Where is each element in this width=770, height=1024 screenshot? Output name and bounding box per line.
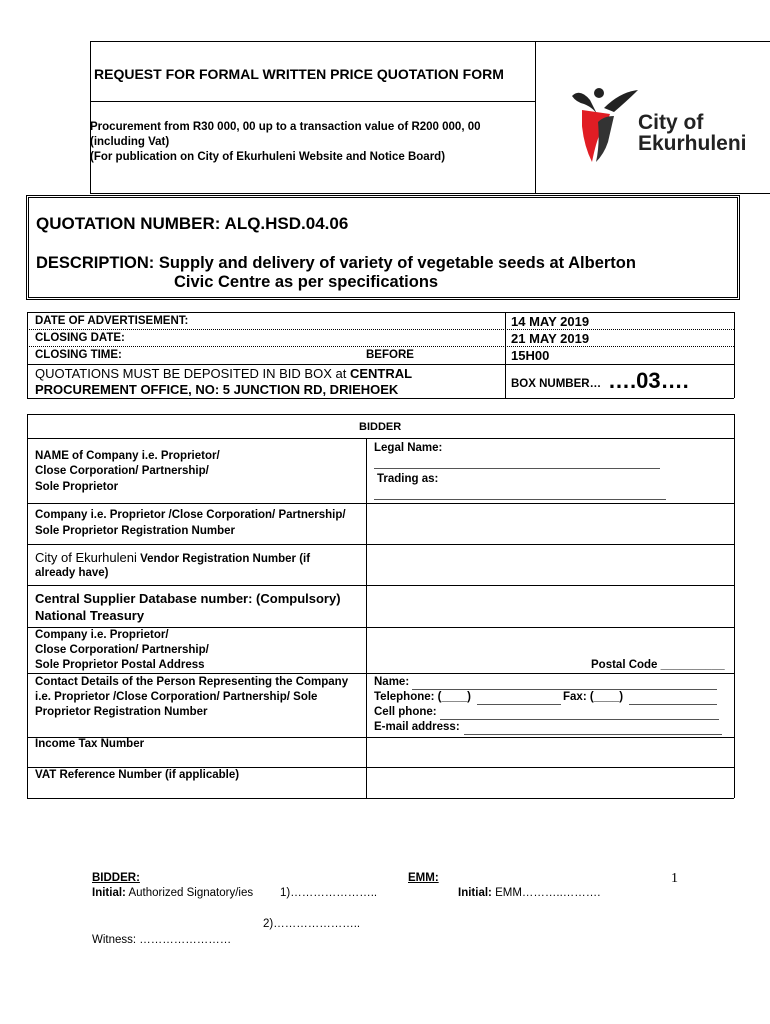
publication-line: (For publication on City of Ekurhuleni Website and Notice Board) xyxy=(90,151,446,163)
registration-label-2: Sole Proprietor Registration Number xyxy=(35,525,236,537)
email-field[interactable] xyxy=(464,734,722,735)
trading-as-field[interactable] xyxy=(374,499,666,500)
deposit-address: PROCUREMENT OFFICE, NO: 5 JUNCTION RD, DRIEHOEK xyxy=(35,382,399,397)
postal-label-3: Sole Proprietor Postal Address xyxy=(35,659,205,671)
page-number: 1 xyxy=(671,871,678,886)
closing-time-value: 15H00 xyxy=(511,348,550,363)
including-vat-line: (including Vat) xyxy=(90,136,170,148)
contact-label-1: Contact Details of the Person Representing the Company xyxy=(35,676,349,688)
vendor-label-1 xyxy=(35,550,310,565)
cell-phone-field[interactable] xyxy=(440,719,719,720)
legal-name-label: Legal Name: xyxy=(374,442,443,454)
contact-name-label: Name: xyxy=(374,676,410,688)
footer-bidder-label: BIDDER: xyxy=(92,872,140,884)
csd-label-2: National Treasury xyxy=(35,608,145,623)
box-number-label: BOX NUMBER… xyxy=(511,378,602,390)
footer-emm-label: EMM: xyxy=(408,872,439,884)
contact-label-2: i.e. Proprietor /Close Corporation/ Partnership/ Sole xyxy=(35,691,318,703)
contact-label-3: Proprietor Registration Number xyxy=(35,706,208,718)
registration-label-1: Company i.e. Proprietor /Close Corporation/ Partnership/ xyxy=(35,509,346,521)
vendor-city: City of Ekurhuleni xyxy=(35,550,137,565)
footer-initial xyxy=(92,887,253,899)
logo-text-ekurhuleni: Ekurhuleni xyxy=(638,132,747,155)
emm-initial-value: EMM………..………. xyxy=(495,887,601,899)
before-label: BEFORE xyxy=(366,349,414,361)
telephone-label: Telephone: (____) xyxy=(374,691,471,703)
footer-authorized: Authorized Signatory/ies xyxy=(128,887,254,899)
fax-label: Fax: (____) xyxy=(563,691,624,703)
legal-name-field[interactable] xyxy=(374,468,660,469)
description-line-1: DESCRIPTION: Supply and delivery of variety of vegetable seeds at Alberton xyxy=(36,254,636,272)
signature-2: 2)………………….. xyxy=(263,918,361,930)
closing-date-value: 21 MAY 2019 xyxy=(511,331,590,346)
form-title: REQUEST FOR FORMAL WRITTEN PRICE QUOTATION FORM xyxy=(94,66,504,82)
city-logo xyxy=(568,86,768,166)
company-name-label-3: Sole Proprietor xyxy=(35,481,119,493)
logo-mark-icon xyxy=(568,86,648,166)
csd-label-1: Central Supplier Database number: (Compulsory) xyxy=(35,591,341,606)
vat-reference-label: VAT Reference Number (if applicable) xyxy=(35,769,240,781)
email-label: E-mail address: xyxy=(374,721,460,733)
quotation-number: QUOTATION NUMBER: ALQ.HSD.04.06 xyxy=(36,214,349,233)
advert-date-value: 14 MAY 2019 xyxy=(511,314,590,329)
advert-date-label: DATE OF ADVERTISEMENT: xyxy=(35,315,189,327)
contact-name-field[interactable] xyxy=(412,689,717,690)
emm-initial-label: Initial: xyxy=(458,887,492,899)
postal-code-field[interactable]: Postal Code __________ xyxy=(591,659,725,671)
deposit-text-1: QUOTATIONS MUST BE DEPOSITED IN BID BOX at xyxy=(35,366,350,381)
vendor-rest: Vendor Registration Number (if xyxy=(136,553,311,565)
income-tax-label: Income Tax Number xyxy=(35,738,145,750)
postal-label-2: Close Corporation/ Partnership/ xyxy=(35,644,209,656)
closing-date-label: CLOSING DATE: xyxy=(35,332,125,344)
trading-as-label: Trading as: xyxy=(377,473,439,485)
cell-phone-label: Cell phone: xyxy=(374,706,437,718)
company-name-label-1: NAME of Company i.e. Proprietor/ xyxy=(35,450,220,462)
procurement-line: Procurement from R30 000, 00 up to a transaction value of R200 000, 00 xyxy=(90,121,481,133)
telephone-field[interactable] xyxy=(477,704,561,705)
postal-label-1: Company i.e. Proprietor/ xyxy=(35,629,169,641)
vendor-label-2: already have) xyxy=(35,567,109,579)
witness-line: Witness: …………………… xyxy=(92,934,232,946)
footer-initial-label: Initial: xyxy=(92,887,126,899)
deposit-instruction xyxy=(35,366,412,381)
logo-text-city-of: City of xyxy=(638,111,704,134)
box-number-value: ….03…. xyxy=(608,368,689,393)
bidder-heading: BIDDER xyxy=(359,421,402,433)
footer-emm-initial xyxy=(458,887,601,899)
fax-field[interactable] xyxy=(629,704,717,705)
description-line-2: Civic Centre as per specifications xyxy=(174,273,439,291)
deposit-text-central: CENTRAL xyxy=(349,366,413,381)
closing-time-label: CLOSING TIME: xyxy=(35,349,122,361)
signature-1: 1)………………….. xyxy=(280,887,378,899)
company-name-label-2: Close Corporation/ Partnership/ xyxy=(35,465,209,477)
